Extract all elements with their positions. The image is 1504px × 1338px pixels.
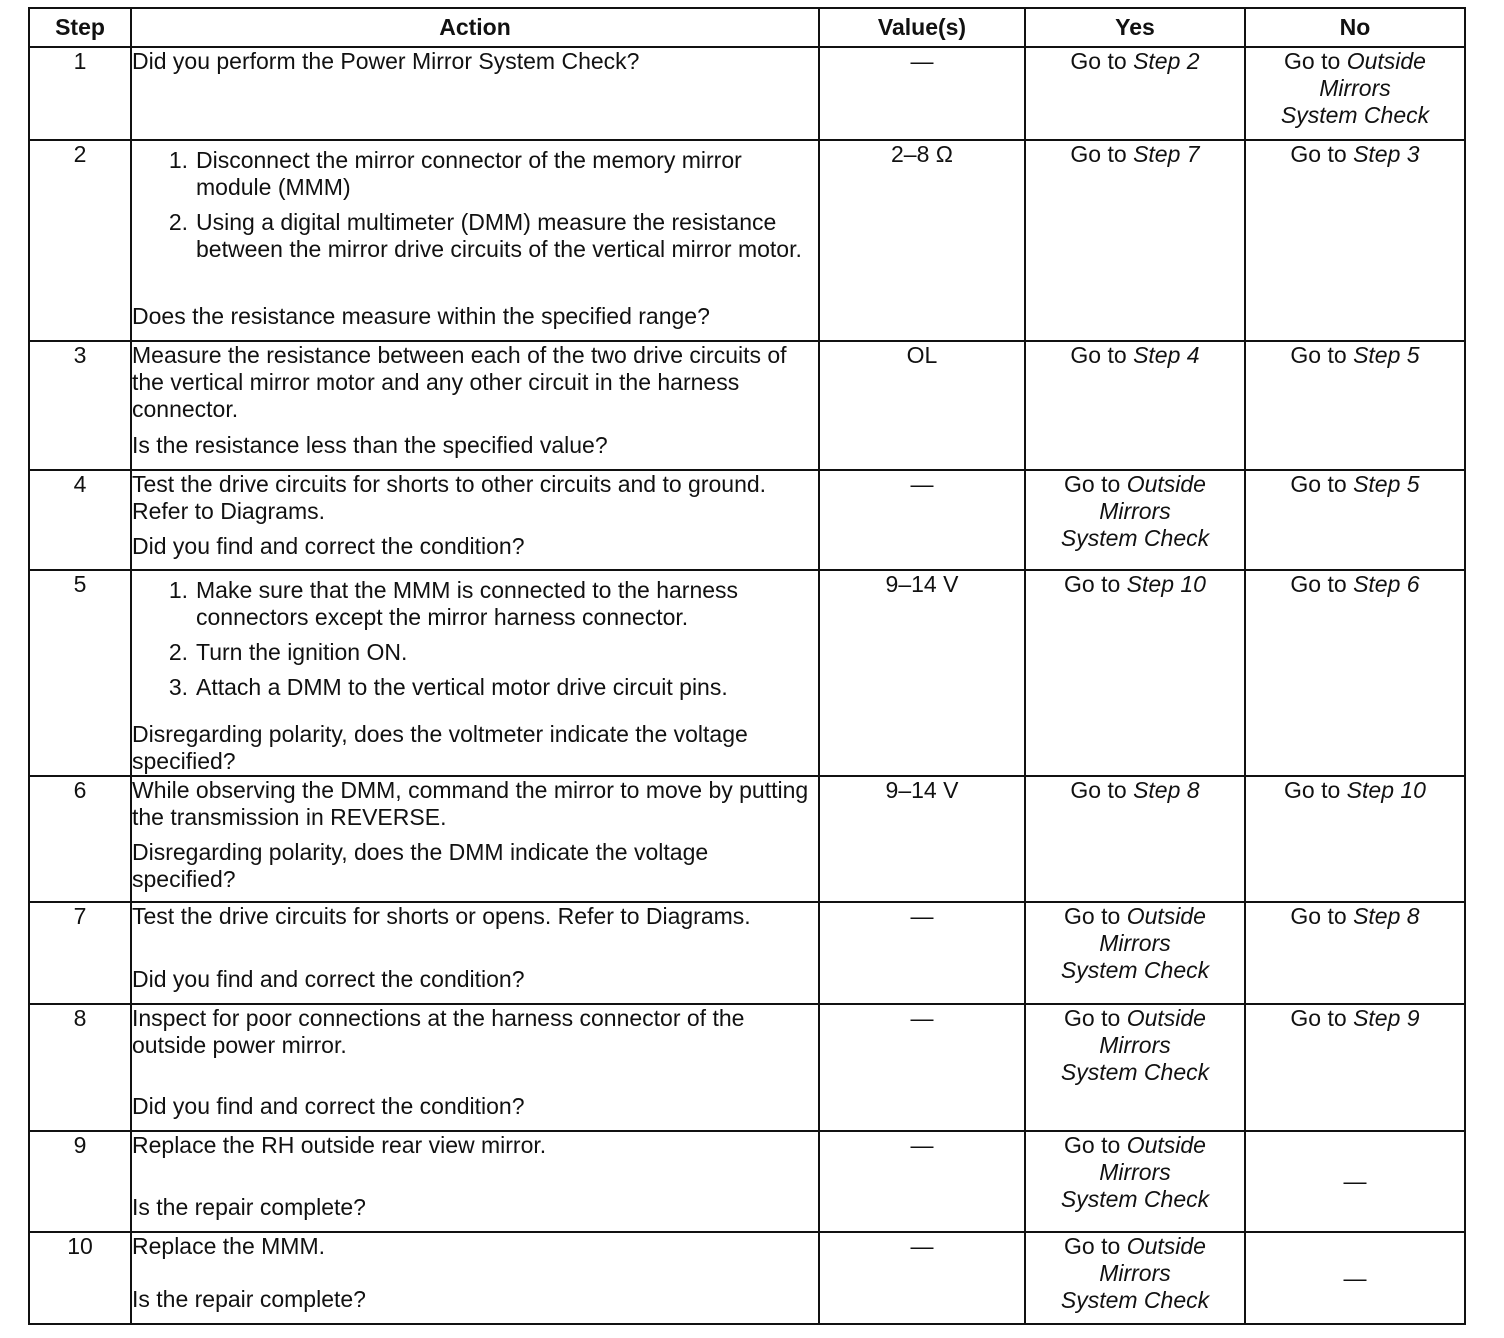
no-goto-prefix: Go to bbox=[1284, 777, 1341, 803]
no-goto-line1 bbox=[1246, 48, 1464, 75]
no-cell bbox=[1245, 1232, 1465, 1324]
yes-goto bbox=[1026, 1005, 1244, 1086]
action-text: Replace the RH outside rear view mirror. bbox=[132, 1132, 547, 1158]
action-text: Test the drive circuits for shorts to other circuits and to ground. Refer to Diagrams. bbox=[132, 471, 767, 524]
yes-goto-line1 bbox=[1026, 903, 1244, 930]
no-cell bbox=[1245, 902, 1465, 1004]
yes-goto bbox=[1026, 777, 1244, 804]
action-text: Inspect for poor connections at the harness connector of the outside power mirror. bbox=[132, 1005, 745, 1058]
action-step-text: Turn the ignition ON. bbox=[196, 639, 408, 665]
no-cell bbox=[1245, 1131, 1465, 1232]
action-steps bbox=[132, 577, 818, 709]
no-dash: — bbox=[1343, 1264, 1367, 1291]
yes-goto-target-part2: Mirrors bbox=[1099, 498, 1171, 524]
no-goto-target: Step 3 bbox=[1353, 141, 1420, 167]
action-text: Did you perform the Power Mirror System Check? bbox=[132, 48, 640, 74]
value-cell: — bbox=[819, 1131, 1025, 1232]
no-goto-prefix: Go to bbox=[1290, 571, 1347, 597]
action-step-number: 1. bbox=[168, 577, 188, 603]
action-step-item bbox=[132, 577, 818, 631]
action-content bbox=[132, 777, 818, 893]
no-goto bbox=[1246, 471, 1464, 498]
step-number: 10 bbox=[29, 1232, 131, 1324]
action-step-number: 2. bbox=[168, 209, 188, 235]
no-goto-target-part2: Mirrors bbox=[1319, 75, 1391, 101]
no-goto-target-part1: Outside bbox=[1346, 48, 1426, 74]
header-step: Step bbox=[29, 8, 131, 47]
no-cell bbox=[1245, 1004, 1465, 1131]
value-cell: — bbox=[819, 47, 1025, 140]
yes-cell bbox=[1025, 47, 1245, 140]
yes-goto-target-part3: System Check bbox=[1060, 1059, 1210, 1085]
action-step-item bbox=[132, 147, 818, 201]
table-row bbox=[29, 1131, 1465, 1232]
no-goto-prefix: Go to bbox=[1290, 1005, 1347, 1031]
yes-goto-target-part2: Mirrors bbox=[1099, 1159, 1171, 1185]
yes-cell bbox=[1025, 341, 1245, 470]
table-row bbox=[29, 1004, 1465, 1131]
action-step-item bbox=[132, 209, 818, 263]
diagnostic-table bbox=[28, 7, 1466, 1325]
step-number: 3 bbox=[29, 341, 131, 470]
yes-goto-prefix: Go to bbox=[1070, 342, 1127, 368]
step-number: 7 bbox=[29, 902, 131, 1004]
yes-goto-line1 bbox=[1026, 1233, 1244, 1260]
action-step-text: Using a digital multimeter (DMM) measure the resistance between the mirror drive circuits of the vertical mirror motor. bbox=[196, 209, 802, 262]
no-dash: — bbox=[1343, 1168, 1367, 1194]
action-step-text: Attach a DMM to the vertical motor drive circuit pins. bbox=[196, 674, 728, 700]
yes-cell bbox=[1025, 570, 1245, 776]
yes-goto-target-part3: System Check bbox=[1060, 1287, 1210, 1313]
action-cell bbox=[131, 1232, 819, 1324]
action-spacer bbox=[132, 75, 818, 129]
yes-goto-target-part3: System Check bbox=[1060, 1186, 1210, 1212]
action-spacer bbox=[132, 1159, 818, 1186]
action-content bbox=[132, 342, 818, 459]
table-row bbox=[29, 1232, 1465, 1324]
yes-goto-line1 bbox=[1026, 1132, 1244, 1159]
action-text: Measure the resistance between each of the two drive circuits of the vertical mirror motor and any other circuit in the harness connector. bbox=[132, 342, 787, 422]
action-content bbox=[132, 141, 818, 330]
table-row bbox=[29, 341, 1465, 470]
no-cell bbox=[1245, 776, 1465, 902]
no-goto-prefix: Go to bbox=[1290, 903, 1347, 929]
header-values: Value(s) bbox=[819, 8, 1025, 47]
action-question: Did you find and correct the condition? bbox=[132, 1093, 525, 1119]
yes-cell bbox=[1025, 470, 1245, 570]
no-cell bbox=[1245, 570, 1465, 776]
yes-goto bbox=[1026, 48, 1244, 75]
value-cell: 9–14 V bbox=[819, 776, 1025, 902]
header-no: No bbox=[1245, 8, 1465, 47]
step-number: 6 bbox=[29, 776, 131, 902]
action-text: Test the drive circuits for shorts or opens. Refer to Diagrams. bbox=[132, 903, 751, 929]
action-question: Did you find and correct the condition? bbox=[132, 966, 525, 992]
no-goto bbox=[1246, 342, 1464, 369]
yes-goto-target: Step 7 bbox=[1133, 141, 1200, 167]
action-content bbox=[132, 1005, 818, 1120]
no-goto bbox=[1246, 571, 1464, 598]
yes-goto-prefix: Go to bbox=[1064, 1132, 1121, 1158]
action-step-item bbox=[132, 639, 818, 666]
no-goto-target: Step 9 bbox=[1353, 1005, 1420, 1031]
yes-goto-target: Step 2 bbox=[1133, 48, 1200, 74]
no-cell bbox=[1245, 140, 1465, 341]
table-row bbox=[29, 902, 1465, 1004]
yes-cell bbox=[1025, 776, 1245, 902]
action-cell bbox=[131, 776, 819, 902]
value-cell: — bbox=[819, 470, 1025, 570]
yes-goto-prefix: Go to bbox=[1070, 141, 1127, 167]
yes-goto-target-part1: Outside bbox=[1126, 1233, 1206, 1259]
action-cell bbox=[131, 1131, 819, 1232]
no-cell bbox=[1245, 341, 1465, 470]
action-content bbox=[132, 571, 818, 775]
action-question: Disregarding polarity, does the voltmeter indicate the voltage specified? bbox=[132, 721, 748, 774]
no-goto bbox=[1246, 141, 1464, 168]
action-spacer bbox=[132, 1260, 818, 1278]
no-goto bbox=[1246, 777, 1464, 804]
yes-goto-target-part1: Outside bbox=[1126, 1005, 1206, 1031]
value-cell: — bbox=[819, 1232, 1025, 1324]
no-goto-target: Step 8 bbox=[1353, 903, 1420, 929]
action-spacer bbox=[132, 423, 818, 424]
action-text: Replace the MMM. bbox=[132, 1233, 326, 1259]
yes-goto bbox=[1026, 903, 1244, 984]
table-row bbox=[29, 47, 1465, 140]
yes-goto-target-part1: Outside bbox=[1126, 903, 1206, 929]
no-goto-target: Step 10 bbox=[1346, 777, 1426, 803]
yes-goto-target-part2: Mirrors bbox=[1099, 1032, 1171, 1058]
yes-goto-prefix: Go to bbox=[1070, 777, 1127, 803]
yes-cell bbox=[1025, 1232, 1245, 1324]
action-question: Is the repair complete? bbox=[132, 1194, 366, 1220]
yes-goto-line1 bbox=[1026, 471, 1244, 498]
action-question: Did you find and correct the condition? bbox=[132, 533, 525, 559]
action-question: Is the repair complete? bbox=[132, 1286, 366, 1312]
action-content bbox=[132, 48, 818, 129]
header-row bbox=[29, 8, 1465, 47]
value-cell: 9–14 V bbox=[819, 570, 1025, 776]
action-cell bbox=[131, 902, 819, 1004]
yes-goto-prefix: Go to bbox=[1064, 1005, 1121, 1031]
yes-goto-target: Step 10 bbox=[1126, 571, 1206, 597]
action-text: While observing the DMM, command the mirror to move by putting the transmission in REVERSE. bbox=[132, 777, 809, 830]
action-cell bbox=[131, 570, 819, 776]
yes-goto-target-part3: System Check bbox=[1060, 957, 1210, 983]
action-cell bbox=[131, 1004, 819, 1131]
value-cell: 2–8 Ω bbox=[819, 140, 1025, 341]
step-number: 2 bbox=[29, 140, 131, 341]
no-cell bbox=[1245, 47, 1465, 140]
action-content bbox=[132, 903, 818, 993]
no-goto-target-part3: System Check bbox=[1280, 102, 1430, 128]
yes-goto bbox=[1026, 1132, 1244, 1213]
action-cell bbox=[131, 470, 819, 570]
action-step-number: 2. bbox=[168, 639, 188, 665]
action-cell bbox=[131, 47, 819, 140]
table-row bbox=[29, 140, 1465, 341]
action-content bbox=[132, 471, 818, 560]
step-number: 8 bbox=[29, 1004, 131, 1131]
action-question: Is the resistance less than the specified value? bbox=[132, 432, 608, 458]
action-spacer bbox=[132, 1059, 818, 1085]
yes-goto-target: Step 4 bbox=[1133, 342, 1200, 368]
yes-cell bbox=[1025, 902, 1245, 1004]
value-cell: — bbox=[819, 1004, 1025, 1131]
step-number: 9 bbox=[29, 1131, 131, 1232]
table-row bbox=[29, 776, 1465, 902]
no-goto bbox=[1246, 903, 1464, 930]
no-goto bbox=[1246, 1005, 1464, 1032]
no-cell bbox=[1245, 470, 1465, 570]
yes-goto-prefix: Go to bbox=[1064, 903, 1121, 929]
action-cell bbox=[131, 341, 819, 470]
no-goto-target: Step 5 bbox=[1353, 342, 1420, 368]
value-cell: OL bbox=[819, 341, 1025, 470]
action-step-item bbox=[132, 674, 818, 701]
no-goto-target: Step 6 bbox=[1353, 571, 1420, 597]
yes-goto bbox=[1026, 342, 1244, 369]
action-step-text: Disconnect the mirror connector of the memory mirror module (MMM) bbox=[196, 147, 742, 200]
yes-goto-target-part2: Mirrors bbox=[1099, 930, 1171, 956]
yes-goto bbox=[1026, 1233, 1244, 1314]
yes-goto-prefix: Go to bbox=[1064, 471, 1121, 497]
action-steps bbox=[132, 147, 818, 271]
yes-goto-target-part1: Outside bbox=[1126, 1132, 1206, 1158]
step-number: 1 bbox=[29, 47, 131, 140]
yes-cell bbox=[1025, 1131, 1245, 1232]
yes-goto-target: Step 8 bbox=[1133, 777, 1200, 803]
action-step-text: Make sure that the MMM is connected to the harness connectors except the mirror harness connector. bbox=[196, 577, 739, 630]
yes-goto-prefix: Go to bbox=[1070, 48, 1127, 74]
yes-goto-target-part2: Mirrors bbox=[1099, 1260, 1171, 1286]
step-number: 5 bbox=[29, 570, 131, 776]
yes-goto-line1 bbox=[1026, 1005, 1244, 1032]
no-goto-target: Step 5 bbox=[1353, 471, 1420, 497]
yes-goto bbox=[1026, 471, 1244, 552]
yes-goto-target-part3: System Check bbox=[1060, 525, 1210, 551]
action-spacer bbox=[132, 275, 818, 295]
yes-goto-prefix: Go to bbox=[1064, 571, 1121, 597]
action-question: Disregarding polarity, does the DMM indicate the voltage specified? bbox=[132, 839, 709, 892]
action-content bbox=[132, 1132, 818, 1221]
table-row bbox=[29, 470, 1465, 570]
yes-cell bbox=[1025, 140, 1245, 341]
no-goto bbox=[1246, 48, 1464, 129]
no-goto-prefix: Go to bbox=[1290, 141, 1347, 167]
header-action: Action bbox=[131, 8, 819, 47]
step-number: 4 bbox=[29, 470, 131, 570]
action-spacer bbox=[132, 930, 818, 958]
yes-goto bbox=[1026, 141, 1244, 168]
yes-goto-prefix: Go to bbox=[1064, 1233, 1121, 1259]
header-yes: Yes bbox=[1025, 8, 1245, 47]
action-step-number: 3. bbox=[168, 674, 188, 700]
value-cell: — bbox=[819, 902, 1025, 1004]
action-content bbox=[132, 1233, 818, 1313]
action-question: Does the resistance measure within the specified range? bbox=[132, 303, 710, 329]
action-cell bbox=[131, 140, 819, 341]
yes-goto bbox=[1026, 571, 1244, 598]
yes-goto-target-part1: Outside bbox=[1126, 471, 1206, 497]
yes-cell bbox=[1025, 1004, 1245, 1131]
no-goto-prefix: Go to bbox=[1290, 471, 1347, 497]
no-goto-prefix: Go to bbox=[1290, 342, 1347, 368]
no-goto-prefix: Go to bbox=[1284, 48, 1341, 74]
action-step-number: 1. bbox=[168, 147, 188, 173]
table-row bbox=[29, 570, 1465, 776]
